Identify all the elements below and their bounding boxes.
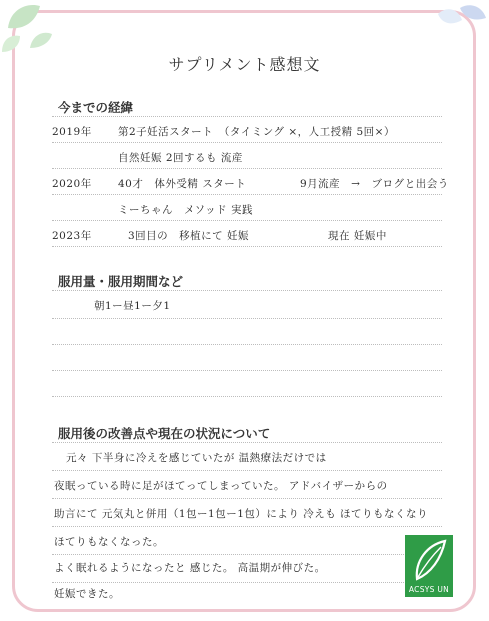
ruled-line: [52, 370, 442, 371]
history-year-2020: 2020年: [52, 178, 92, 190]
improvement-line: 助言にて 元気丸と併用（1包ー1包ー1包）により 冷えも ほてりもなくなり: [54, 508, 429, 520]
ruled-line: [52, 116, 442, 117]
leaf-decoration-right: [420, 0, 489, 60]
page-title: サプリメント感想文: [168, 55, 321, 74]
history-year-2023: 2023年: [52, 230, 92, 242]
history-entry: 3回目の 移植にて 妊娠: [128, 230, 250, 242]
history-entry-note: 現在 妊娠中: [328, 230, 387, 242]
ruled-line: [52, 246, 442, 247]
brand-logo: [405, 535, 453, 597]
improvement-line: ほてりもなくなった。: [54, 536, 164, 548]
improvement-line: よく眠れるようになったと 感じた。 高温期が伸びた。: [54, 562, 326, 574]
dosage-text: 朝1ー昼1ー夕1: [94, 300, 171, 312]
brand-logo-text: ACSYS UN: [408, 585, 450, 594]
history-entry: ミーちゃん メソッド 実践: [118, 204, 253, 216]
section-heading-improvement: 服用後の改善点や現在の状況について: [58, 426, 271, 441]
history-year-2019: 2019年: [52, 126, 92, 138]
history-entry: 第2子妊活スタート （タイミング ×，人工授精 5回×）: [118, 126, 395, 138]
improvement-line: 元々 下半身に冷えを感じていたが 温熱療法だけでは: [66, 452, 327, 464]
ruled-line: [52, 396, 442, 397]
ruled-line: [52, 442, 442, 443]
ruled-line: [52, 290, 442, 291]
ruled-line: [52, 526, 442, 527]
ruled-line: [52, 142, 442, 143]
improvement-line: 妊娠できた。: [54, 588, 120, 600]
history-entry-note: 9月流産 → ブログと出会う: [300, 178, 449, 190]
history-entry: 自然妊娠 2回するも 流産: [118, 152, 243, 164]
section-heading-history: 今までの経緯: [58, 100, 134, 115]
ruled-line: [52, 318, 442, 319]
section-heading-dosage: 服用量・服用期間など: [58, 274, 184, 289]
ruled-line: [52, 168, 442, 169]
leaf-logo-icon: [405, 535, 453, 585]
improvement-line: 夜眠っている時に足がほてってしまっていた。 アドバイザーからの: [54, 480, 388, 492]
ruled-line: [52, 194, 442, 195]
ruled-line: [52, 554, 442, 555]
ruled-line: [52, 498, 442, 499]
ruled-line: [52, 344, 442, 345]
ruled-line: [52, 470, 442, 471]
ruled-line: [52, 220, 442, 221]
ruled-line: [52, 582, 442, 583]
history-entry: 40才 体外受精 スタート: [118, 178, 247, 190]
